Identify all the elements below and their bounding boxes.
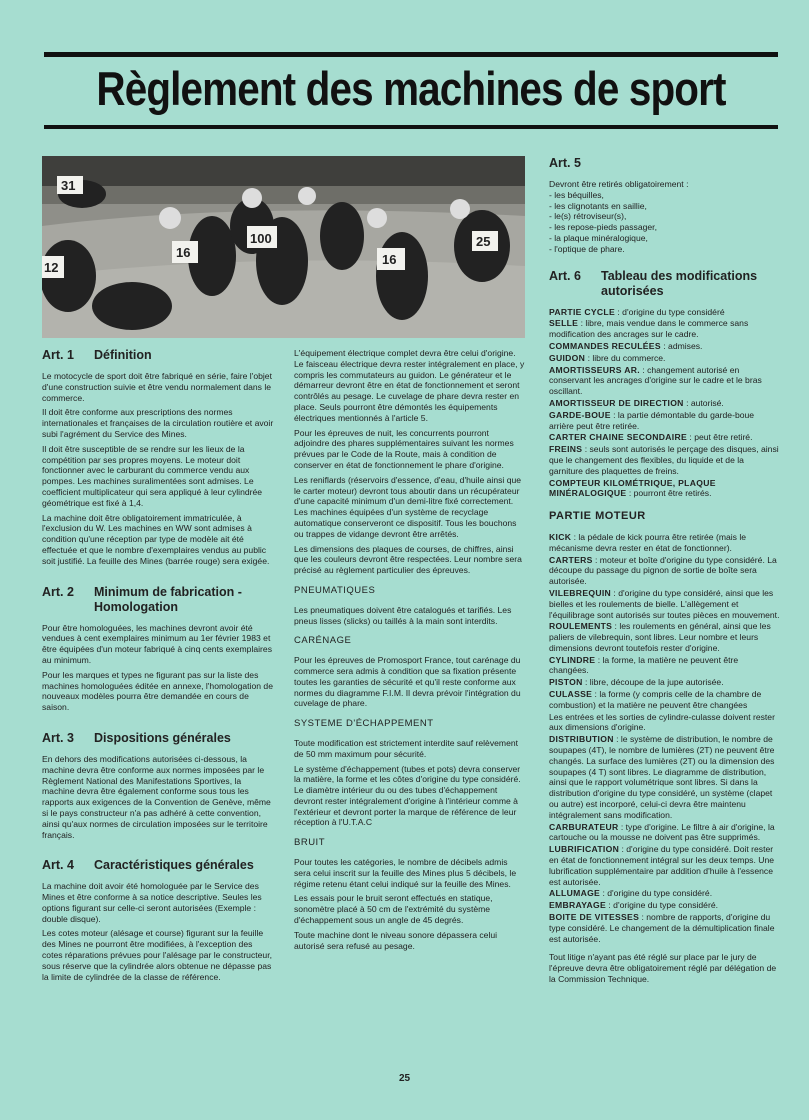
paragraph: Les cotes moteur (alésage et course) figurant sur la feuille des Mines ne pourront être modifiées, à l'exception des cotes réparations prévues pour l'alésage par le constructeur, sous réserve que la cylindrée alors obtenue ne dépasse pas la limite de cylindrée de la classe de référence.: [42, 928, 272, 982]
section-heading: PARTIE MOTEUR: [549, 510, 646, 523]
race-number: 31: [61, 178, 76, 193]
entry-text: : d'origine du type considéré.: [606, 900, 718, 911]
modification-entry: [549, 689, 780, 711]
entry-text: : peut être retiré.: [687, 432, 753, 443]
paragraph: Les dimensions des plaques de courses, de chiffres, ainsi que les couleurs devront être respectées. Leur nombre sera précisé au règlement particulier des épreuves.: [294, 543, 522, 576]
modification-entry: [549, 398, 780, 409]
article-heading: Art. 4 Caractéristiques générales: [42, 858, 254, 873]
paragraph: Pour toutes les catégories, le nombre de décibels admis sera celui inscrit sur la feuille des Mines plus 5 décibels, le régime retenu étant celui indiqué sur la feuille des Mines.: [294, 857, 517, 889]
column-middle: [294, 348, 526, 955]
paragraph: Les pneumatiques doivent être catalogués et tarifiés. Les pneus lisses (slicks) ou taillés à la main sont interdits.: [294, 604, 512, 626]
entry-text: : moteur et boîte d'origine du type considéré. La découpe du passage du pignon de sortie de boîte sera autorisée.: [549, 554, 777, 587]
modification-entry: [549, 555, 780, 587]
entry-keyword: GARDE-BOUE: [549, 409, 611, 420]
section-heading: PNEUMATIQUES: [294, 584, 376, 596]
race-number: 100: [250, 231, 272, 246]
paragraph: Les essais pour le bruit seront effectués en statique, sonomètre placé à 50 cm de l'extrémité du système d'échappement sous un angle de 45 degrés.: [294, 893, 493, 926]
engine-modifications-list: [549, 532, 780, 944]
modification-entry: [549, 912, 780, 944]
racing-photo-graphic: [42, 156, 525, 338]
paragraph: La machine doit avoir été homologuée par le Service des Mines et être conforme à sa notice descriptive. Seules les options figurant sur celle-ci seront autorisées (Exemple : double disque).: [42, 881, 262, 924]
entry-keyword: EMBRAYAGE: [549, 900, 606, 911]
modification-entry: [549, 432, 780, 443]
paragraph: La machine doit être obligatoirement immatriculée, à l'exclusion du W. Les machines en WW sont admises à condition qu'une réception par type de modèle ait été effectuée et que le nombre d'exemplaires vendus au public soit justifié. La feuille des Mines (barrée rouge) sera exigée.: [42, 512, 270, 566]
entry-keyword: DISTRIBUTION: [549, 734, 614, 745]
entry-text: : libre du commerce.: [585, 352, 666, 363]
paragraph: Les reniflards (réservoirs d'essence, d'eau, d'huile ainsi que le carter moteur) devront tous aboutir dans un récupérateur d'une capacité minimum d'un demi-litre fixé correctement. Les machines équipées d'un système de recyclage automatique conserveront ce dispositif. Tous les bouchons ou trappes de vidange devront être arrêtés.: [294, 474, 522, 539]
page-number: 25: [398, 1073, 411, 1084]
paragraph: Le motocycle de sport doit être fabriqué en série, faire l'objet d'une construction suivie et être vendu normalement dans le commerce.: [42, 371, 272, 403]
entry-keyword: LUBRIFICATION: [549, 844, 620, 855]
race-number: 12: [44, 260, 59, 275]
entry-keyword: FREINS: [549, 444, 583, 455]
entry-text: : type d'origine. Le filtre à air d'origine, la cartouche ou la mousse ne doivent pas être supprimés.: [549, 821, 775, 843]
modification-entry: [549, 341, 780, 352]
paragraph: Devront être retirés obligatoirement :: [549, 179, 689, 189]
paragraph: Il doit être susceptible de se rendre sur les lieux de la compétition par ses propres moyens. Le moteur doit fonctionner avec le carburant du commerce vendu aux pompes. Les machines suralimentées sont admises. Le coefficient multiplicateur qui sera appliqué à leur cylindrée géométrique est fixé à 1,4.: [42, 443, 263, 508]
modification-entry: [549, 410, 780, 432]
entry-keyword: VILEBREQUIN: [549, 587, 612, 598]
modification-entry: [549, 822, 780, 844]
column-left: [42, 348, 274, 986]
entry-text: : d'origine du type considéré, ainsi que les bielles et les roulements de bielle. L'allègement et l'équilibrage sont autorisés sur toutes pièces en mouvement.: [549, 587, 780, 620]
entry-text: : libre, découpe de la jupe autorisée.: [582, 677, 724, 688]
entry-text: : d'origine du type considéré.: [600, 888, 713, 899]
list-item: - l'optique de phare.: [549, 243, 625, 254]
column-right: [549, 156, 780, 989]
entry-keyword: PARTIE CYCLE: [549, 306, 615, 317]
entry-text: : changement autorisé en conservant les ancrages d'origine sur le cadre et le bras oscillant.: [549, 364, 762, 397]
entry-text: Les entrées et les sorties de cylindre-culasse doivent rester aux dimensions d'origine.: [549, 711, 775, 733]
modification-entry: [549, 621, 780, 653]
list-item: - les béquilles,: [549, 189, 604, 200]
modification-entry: [549, 532, 780, 554]
paragraph: Toute machine dont le niveau sonore dépassera celui autorisé sera refusé au pesage.: [294, 929, 498, 951]
paragraph: Pour être homologuées, les machines devront avoir été vendues à cent exemplaires minimum au 1er février 1983 et être équipées d'un moteur fabriqué à cinq cents exemplaires au minimum.: [42, 622, 272, 665]
racing-photo: [42, 156, 525, 338]
entry-text: : la partie démontable du garde-boue arrière peut être retirée.: [549, 409, 755, 431]
modification-entry: [549, 734, 780, 820]
entry-keyword: AMORTISSEURS AR.: [549, 364, 640, 375]
modification-entry: [549, 365, 780, 397]
paragraph: L'équipement électrique complet devra être celui d'origine. Le faisceau électrique devra rester intégralement en place, y compris les commutateurs au guidon. Le générateur et le démarreur devront être en état de fonctionnement et seront contrôlés au pesage. Le cuvelage de phare devra rester en place. Seuls pourront être démontés les équipements électriques mentionnés à l'article 5.: [294, 348, 525, 423]
entry-keyword: CARTER CHAINE SECONDAIRE: [549, 432, 688, 443]
section-heading: CARÉNAGE: [294, 635, 352, 647]
entry-text: : d'origine du type considéré: [615, 306, 725, 317]
entry-keyword: CULASSE: [549, 689, 593, 700]
entry-text: : le système de distribution, le nombre de soupapes (4T), le nombre de lumières (2T) ne peuvent être changés. La surface des lumières (2T) ou la dimension des soupapes (4 T) sont libres. Le diagramme de distribution, ainsi que le rapport volumétrique sont libres. Si dans la distribution d'origine du type considéré, un système (clapet ou autre) est incorporé, celui-ci devra être maintenu intégralement sans modification.: [549, 734, 775, 820]
modification-entry: [549, 478, 780, 500]
modification-entry: [549, 712, 780, 734]
race-number: 16: [382, 252, 397, 267]
entry-keyword: BOITE DE VITESSES: [549, 912, 640, 923]
race-number: 25: [476, 234, 491, 249]
entry-text: : la pédale de kick pourra être retirée (mais le mécanisme devra rester en état de fonctionner).: [549, 531, 747, 553]
modification-entry: [549, 888, 780, 899]
modification-entry: [549, 588, 780, 620]
page-title: Règlement des machines de sport: [96, 62, 726, 115]
entry-keyword: CYLINDRE: [549, 654, 596, 665]
title-rule-bottom: [44, 125, 778, 129]
article-heading: Art. 6 Tableau des modifications autorisées: [549, 268, 758, 298]
closing-paragraph: Tout litige n'ayant pas été réglé sur place par le jury de l'épreuve devra être obligatoirement réglé par délégation de la Commission Technique.: [549, 952, 777, 984]
entry-text: : d'origine du type considéré. Doit rester en état de fonctionnement intégral sur les deux temps. Une lubrification supplémentaire par addition d'huile à l'essence est autorisée.: [549, 844, 775, 887]
title-rule-top: [44, 52, 778, 57]
entry-text: : les roulements en général, ainsi que les paliers de vilebrequin, sont libres. Leur nombre et leurs dimensions devront toutefois rester d'origine.: [549, 621, 771, 653]
entry-keyword: PISTON: [549, 677, 583, 688]
list-item: - la plaque minéralogique,: [549, 232, 648, 243]
entry-text: : nombre de rapports, d'origine du type considéré. Le changement de la démultiplication finale est autorisée.: [549, 912, 775, 944]
article-heading: Art. 5: [549, 156, 581, 170]
list-item: - les clignotants en saillie,: [549, 200, 647, 211]
article-heading: Art. 3 Dispositions générales: [42, 730, 231, 745]
entry-keyword: KICK: [549, 531, 572, 542]
modifications-list: [549, 307, 780, 500]
modification-entry: [549, 318, 780, 340]
entry-keyword: ROULEMENTS: [549, 621, 613, 632]
entry-text: : pourront être retirés.: [626, 488, 712, 499]
paragraph: Le système d'échappement (tubes et pots) devra conserver la matière, la forme et les côtes d'origine du type considéré. Le diamètre intérieur du ou des tubes d'échappement devront rester intégralement d'origine à l'intérieur comme à l'extérieur et devront porter la marque de référence de leur réception à l'U.T.A.C: [294, 763, 521, 828]
entry-keyword: COMPTEUR KILOMÉTRIQUE, PLAQUE MINÉRALOGIQUE: [549, 477, 716, 499]
modification-entry: [549, 655, 780, 677]
article-heading: Art. 2 Minimum de fabrication - Homologation: [42, 584, 242, 614]
entry-keyword: ALLUMAGE: [549, 888, 601, 899]
article-heading: Art. 1 Définition: [42, 348, 152, 362]
paragraph: Pour les épreuves de Promosport France, tout carénage du commerce sera admis à condition que sa fixation présente toutes les garanties de sécurité et qu'il reste conforme aux normes du diagramme F.I.M. Il devra prévoir l'intégration du cuvelage de phare.: [294, 655, 521, 709]
entry-text: : la forme, la matière ne peuvent être changées.: [549, 654, 739, 676]
entry-keyword: CARBURATEUR: [549, 821, 619, 832]
section-heading: SYSTEME D'ÉCHAPPEMENT: [294, 718, 434, 730]
entry-text: : libre, mais vendue dans le commerce sans modification des ancrages sur le cadre.: [549, 318, 749, 340]
paragraph: Il doit être conforme aux prescriptions des normes internationales et françaises de la circulation routière et avoir subi l'agrément du Service des Mines.: [42, 407, 274, 439]
entry-keyword: SELLE: [549, 318, 579, 329]
paragraph: Pour les épreuves de nuit, les concurrents pourront adjoindre des phares supplémentaires suivant les normes prévues par le Code de la Route, mais à condition de conserver en état de fonctionnement le phare d'origine.: [294, 427, 514, 470]
modification-entry: [549, 444, 780, 476]
modification-entry: [549, 353, 780, 364]
list-item: - les repose-pieds passager,: [549, 222, 657, 233]
modification-entry: [549, 900, 780, 911]
race-number: 16: [176, 245, 191, 260]
entry-text: : admises.: [660, 340, 703, 351]
entry-text: : la forme (y compris celle de la chambre de combustion) et la matière ne peuvent être changées: [549, 689, 762, 710]
entry-keyword: AMORTISSEUR DE DIRECTION: [549, 397, 684, 408]
paragraph: Toute modification est strictement interdite sauf relèvement de 50 mm maximum pour sécurité.: [294, 737, 519, 759]
section-heading: BRUIT: [294, 837, 325, 849]
modification-entry: [549, 844, 780, 887]
modification-entry: [549, 677, 780, 688]
entry-keyword: CARTERS: [549, 554, 593, 565]
entry-text: : autorisé.: [683, 397, 724, 408]
modification-entry: [549, 307, 780, 318]
paragraph: Pour les marques et types ne figurant pas sur la liste des machines homologuées éditée en annexe, l'homologation de nouveaux modèles pourra être demandée en cours de saison.: [42, 669, 273, 713]
entry-text: : seuls sont autorisés le perçage des disques, ainsi que le changement des flexibles, du liquide et de la garniture des plaquettes de freins.: [549, 444, 779, 476]
paragraph: En dehors des modifications autorisées ci-dessous, la machine devra être conforme aux normes imposées par le Règlement National des Manifestations Sportives, la machine devra être également conforme sous tous les rapports aux exigences de la Convention de Genève, même si le pays constructeur n'a pas adhéré à cette convention, ainsi qu'aux normes de circulation imposées sur le territoire français.: [42, 753, 271, 840]
entry-keyword: GUIDON: [549, 352, 586, 363]
list-item: - le(s) rétroviseur(s),: [549, 211, 627, 222]
entry-keyword: COMMANDES RECULÉES: [549, 340, 661, 351]
